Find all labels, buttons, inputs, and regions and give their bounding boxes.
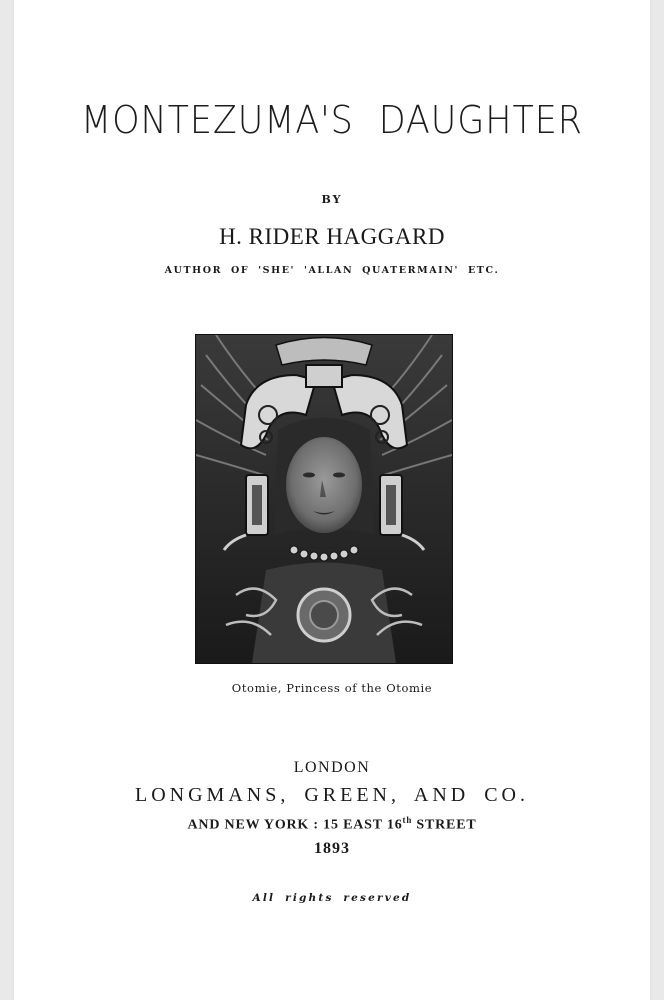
rights-notice: All rights reserved <box>252 892 412 904</box>
address-suffix: STREET <box>412 817 477 833</box>
by-line: BY <box>321 193 343 206</box>
frontispiece-caption: Otomie, Princess of the Otomie <box>231 681 433 695</box>
address-superscript: th <box>402 815 413 825</box>
author-name: H. RIDER HAGGARD <box>219 224 445 249</box>
frontispiece-portrait <box>195 334 453 664</box>
imprint-year: 1893 <box>314 840 350 857</box>
address-prefix: AND NEW YORK : 15 EAST 16 <box>187 817 403 833</box>
author-of-works: 'SHE' 'ALLAN QUATERMAIN' <box>258 265 460 276</box>
author-of-suffix: ETC. <box>467 265 500 276</box>
imprint-city: LONDON <box>293 759 371 776</box>
author-of-line <box>14 265 650 276</box>
author-of-prefix: AUTHOR OF <box>164 265 250 276</box>
book-title: MONTEZUMA'S DAUGHTER <box>80 98 584 142</box>
title-page <box>14 0 650 1000</box>
portrait-illustration-icon <box>196 335 452 663</box>
imprint-address <box>14 815 650 834</box>
imprint-publisher: LONGMANS, GREEN, AND CO. <box>134 784 529 806</box>
